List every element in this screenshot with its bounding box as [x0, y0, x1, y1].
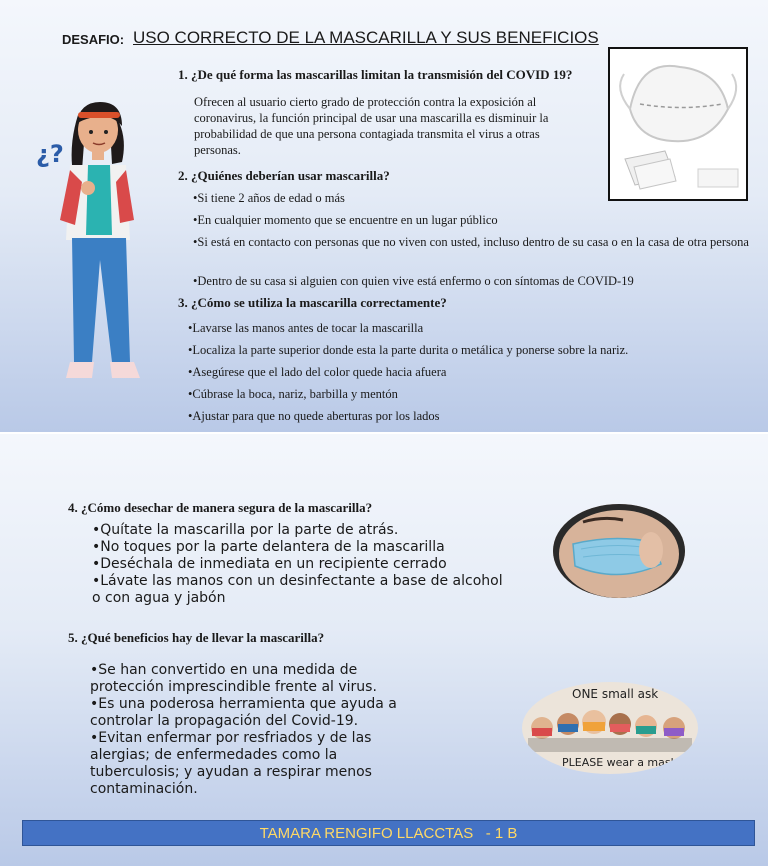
footer-bar	[22, 820, 755, 846]
page-title: USO CORRECTO DE LA MASCARILLA Y SUS BENEFICIOS	[133, 28, 599, 47]
neck	[92, 150, 104, 160]
question-4: 4. ¿Cómo desechar de manera segura de la mascarilla?	[68, 500, 373, 515]
answer-1: Ofrecen al usuario cierto grado de protección contra la exposición al coronavirus, la función principal de usar una mascarilla es disminuir la probabilidad de que una persona contagiada transmita el virus a otras personas.	[194, 95, 549, 157]
question-marks: ¿?	[36, 140, 64, 168]
q5-item: •Se han convertido en una medida de protección imprescindible frente al virus.	[90, 662, 377, 695]
q5-item: •Es una poderosa herramienta que ayuda a controlar la propagación del Covid-19.	[90, 696, 397, 729]
shoe-right	[110, 362, 140, 378]
kn95-mask-image	[608, 47, 748, 201]
q4-list	[92, 522, 512, 607]
q5-item: •Evitan enfermar por resfriados y de las alergias; de enfermedades como la tuberculosis; y ayudan a respirar menos contaminación.	[90, 730, 372, 797]
masked-faces	[528, 710, 692, 752]
slide-2	[0, 434, 768, 866]
q3-item: •Localiza la parte superior donde esta la parte durita o metálica y ponerse sobre la nariz.	[188, 343, 629, 357]
shoe-left	[66, 362, 94, 378]
q4-item: •Lávate las manos con un desinfectante a base de alcohol o con agua y jabón	[92, 573, 503, 606]
desafio-label: DESAFIO:	[62, 32, 125, 47]
q4-item: •Quítate la mascarilla por la parte de atrás.	[92, 522, 399, 538]
hand-chin	[81, 181, 95, 195]
poster-bottom-text: PLEASE wear a mask	[562, 756, 677, 769]
question-5: 5. ¿Qué beneficios hay de llevar la mascarilla?	[68, 630, 325, 645]
q3-item: •Asegúrese que el lado del color quede hacia afuera	[188, 365, 447, 379]
pants	[72, 238, 130, 362]
q2-item: •Si tiene 2 años de edad o más	[193, 191, 345, 205]
poster-top-text: ONE small ask	[572, 687, 659, 701]
author-name: TAMARA RENGIFO LLACCTAS - 1 B	[259, 824, 518, 842]
slide-1	[0, 0, 768, 432]
question-1: 1. ¿De qué forma las mascarillas limitan la transmisión del COVID 19?	[178, 67, 573, 82]
q3-item: •Cúbrase la boca, nariz, barbilla y mentón	[188, 387, 398, 401]
removing-mask-photo	[553, 504, 685, 598]
q2-item: •En cualquier momento que se encuentre en un lugar público	[193, 213, 498, 227]
q5-list	[90, 662, 430, 798]
question-2: 2. ¿Quiénes deberían usar mascarilla?	[178, 168, 390, 183]
q3-item: •Ajustar para que no quede aberturas por los lados	[188, 409, 440, 423]
q3-item: •Lavarse las manos antes de tocar la mascarilla	[188, 321, 424, 335]
q2-item: •Dentro de su casa si alguien con quien vive está enfermo o con síntomas de COVID-19	[193, 274, 634, 288]
wear-a-mask-poster	[522, 682, 698, 774]
q4-item: •No toques por la parte delantera de la mascarilla	[92, 539, 445, 555]
question-3: 3. ¿Cómo se utiliza la mascarilla correctamente?	[178, 295, 447, 310]
q2-item: •Si está en contacto con personas que no viven con usted, incluso dentro de su casa o en la casa de otra persona	[193, 235, 749, 249]
thinking-girl-illustration	[30, 90, 160, 390]
headband	[78, 112, 120, 118]
shirt	[86, 165, 112, 235]
q4-item: •Deséchala de inmediata en un recipiente cerrado	[92, 556, 447, 572]
